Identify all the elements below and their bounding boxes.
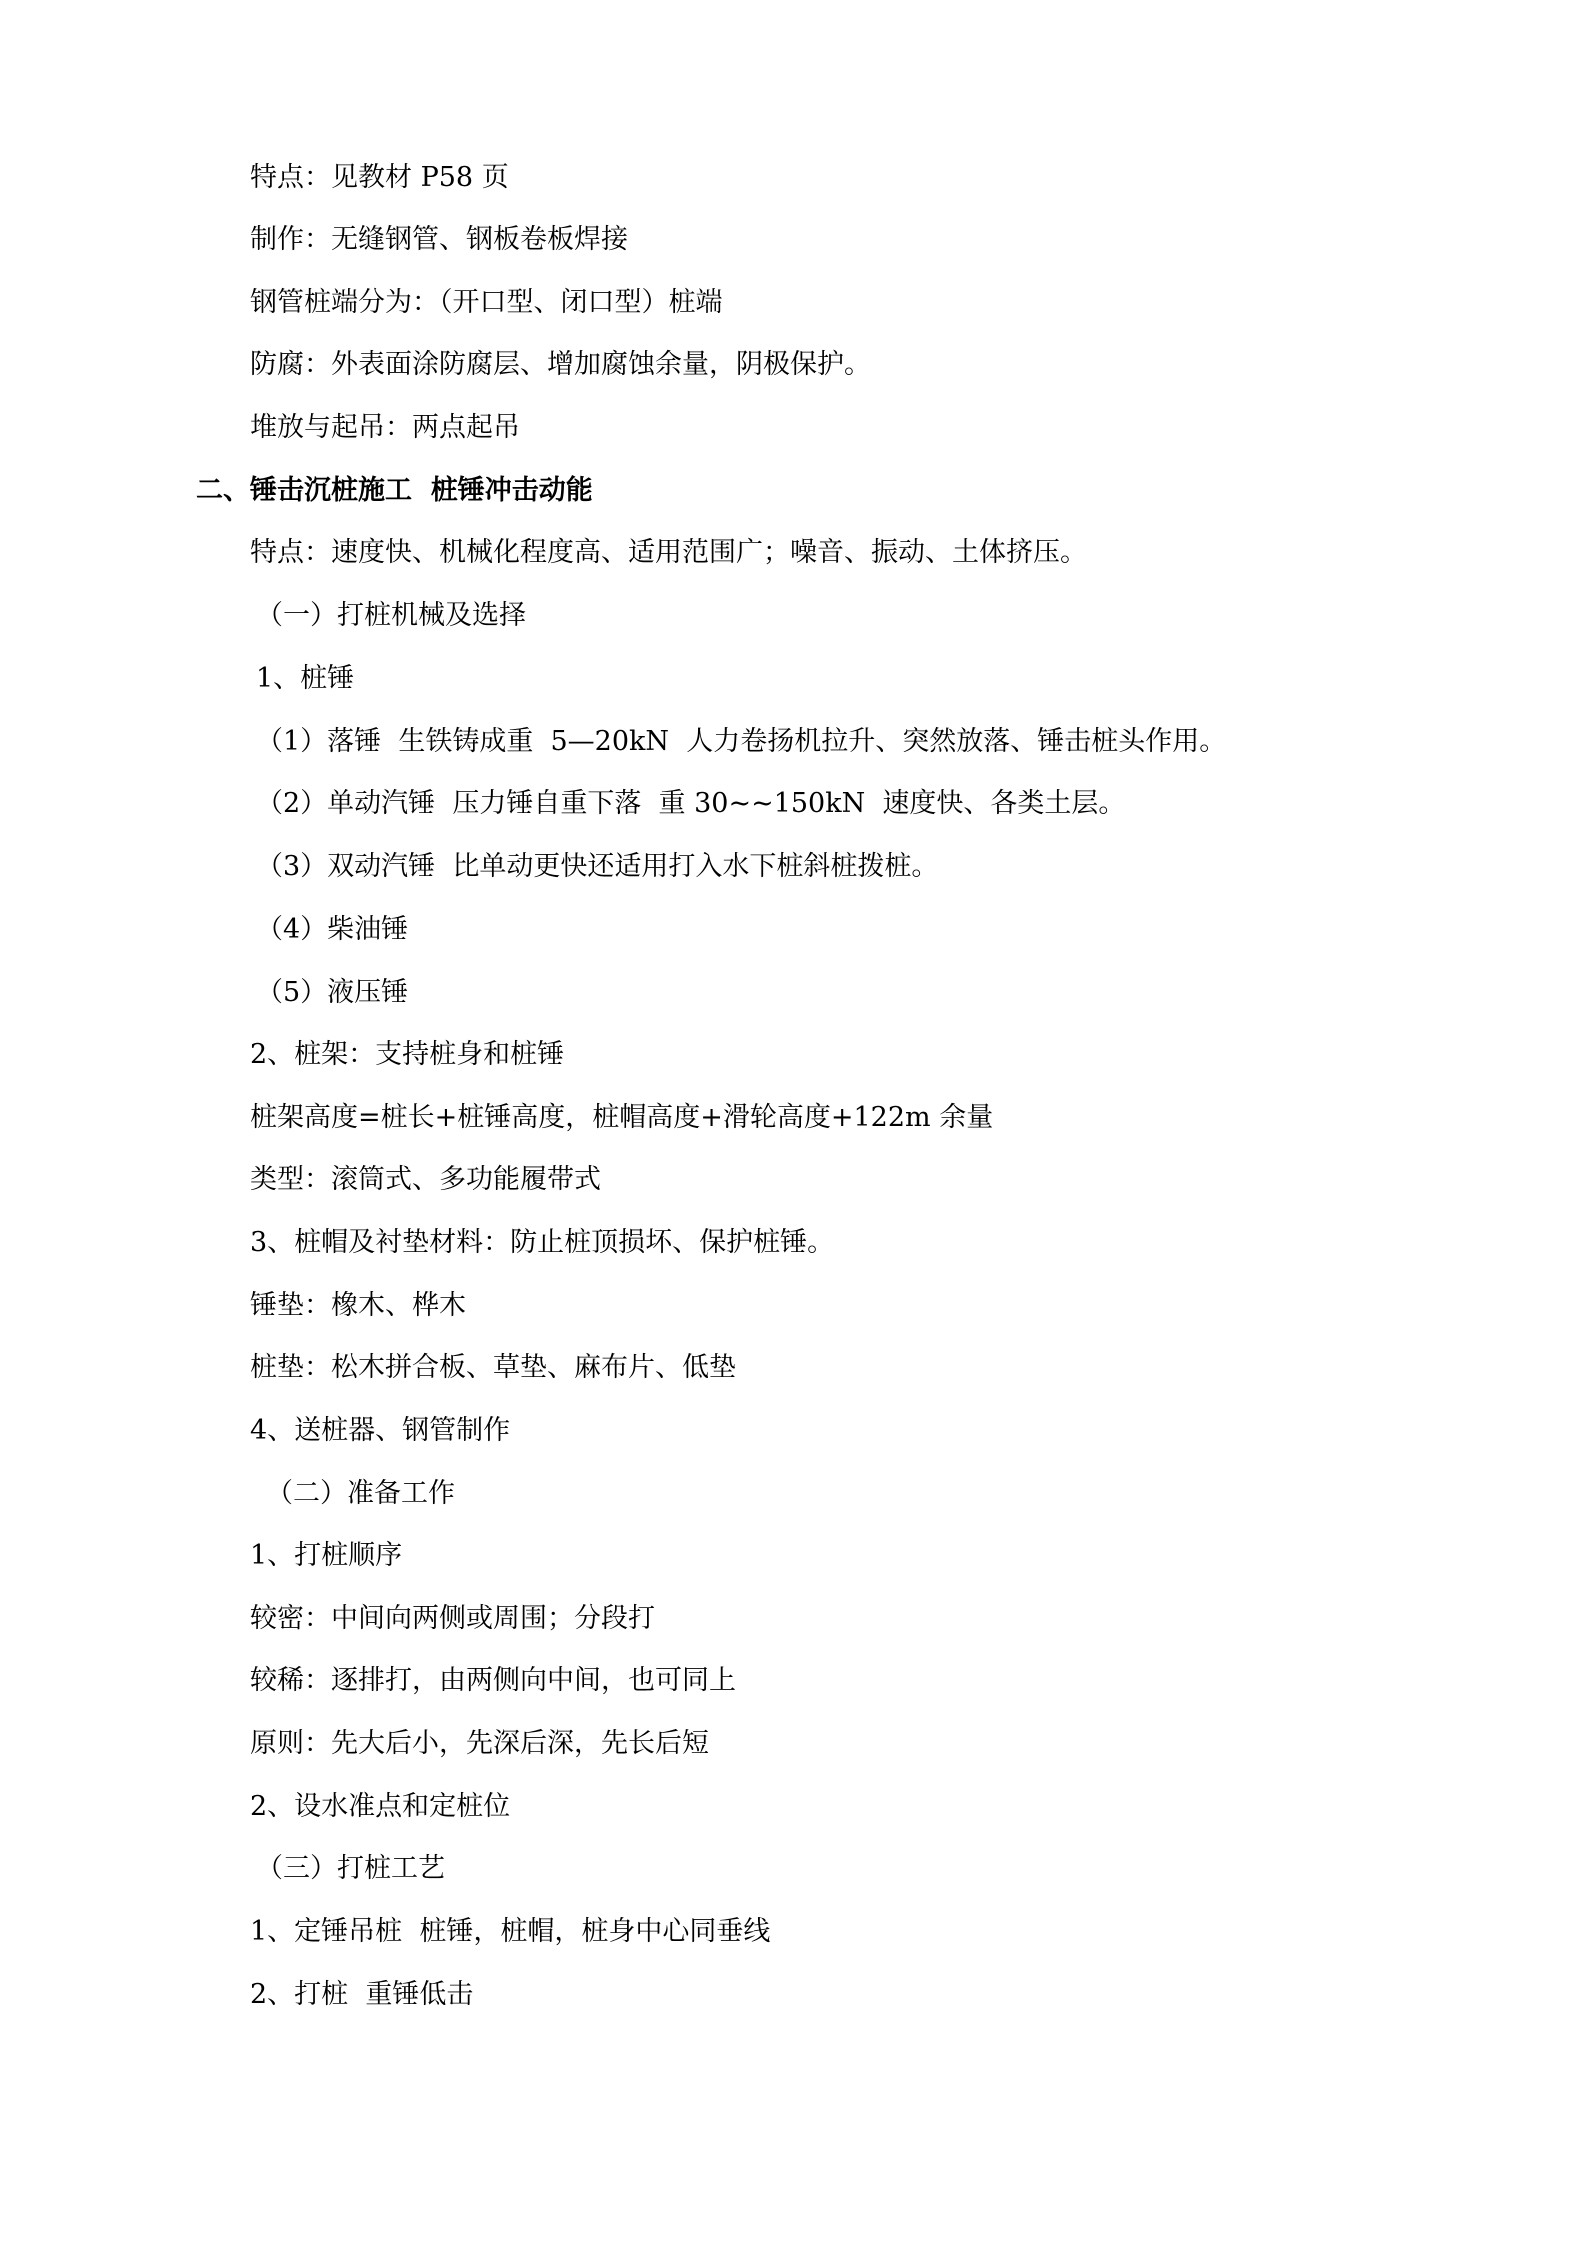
item-heading-positioning: 1、定锤吊桩 桩锤，桩帽，桩身中心同垂线 <box>250 1916 771 1947</box>
subsection-heading-driving-process: （三）打桩工艺 <box>256 1853 445 1884</box>
item-heading-benchmark: 2、设水准点和定桩位 <box>250 1791 511 1822</box>
item-heading-driving: 2、打桩 重锤低击 <box>250 1979 474 2010</box>
list-item-drop-hammer: （1）落锤 生铁铸成重 5—20kN 人力卷扬机拉升、突然放落、锤击桩头作用。 <box>256 726 1227 757</box>
text-line-fabrication: 制作：无缝钢管、钢板卷板焊接 <box>250 224 628 255</box>
list-item-single-acting-hammer: （2）单动汽锤 压力锤自重下落 重 30~~150kN 速度快、各类土层。 <box>256 788 1126 819</box>
text-line-sparse: 较稀：逐排打，由两侧向中间，也可同上 <box>250 1665 736 1696</box>
text-line-hammer-pad: 锤垫：橡木、桦木 <box>250 1290 466 1321</box>
text-line-driving-features: 特点：速度快、机械化程度高、适用范围广；噪音、振动、土体挤压。 <box>250 537 1087 568</box>
item-heading-driving-sequence: 1、打桩顺序 <box>250 1540 403 1571</box>
item-heading-pile-frame: 2、桩架：支持桩身和桩锤 <box>250 1039 565 1070</box>
text-line-dense: 较密：中间向两侧或周围；分段打 <box>250 1603 655 1634</box>
text-line-frame-types: 类型：滚筒式、多功能履带式 <box>250 1164 601 1195</box>
item-heading-follower: 4、送桩器、钢管制作 <box>250 1415 511 1446</box>
subsection-heading-preparation: （二）准备工作 <box>266 1478 455 1509</box>
text-line-principle: 原则：先大后小，先深后深，先长后短 <box>250 1728 709 1759</box>
text-line-stacking-lifting: 堆放与起吊：两点起吊 <box>250 412 520 443</box>
text-line-pile-pad: 桩垫：松木拼合板、草垫、麻布片、低垫 <box>250 1352 736 1383</box>
text-line-frame-height: 桩架高度=桩长+桩锤高度，桩帽高度+滑轮高度+122m 余量 <box>250 1102 994 1133</box>
list-item-hydraulic-hammer: （5）液压锤 <box>256 977 409 1008</box>
text-line-corrosion: 防腐：外表面涂防腐层、增加腐蚀余量，阴极保护。 <box>250 349 871 380</box>
text-line-pile-tip-types: 钢管桩端分为：（开口型、闭口型）桩端 <box>250 287 723 318</box>
text-line-features: 特点：见教材 P58 页 <box>250 162 509 193</box>
item-heading-pile-cap: 3、桩帽及衬垫材料：防止桩顶损坏、保护桩锤。 <box>250 1227 835 1258</box>
section-heading-hammer-driving: 二、锤击沉桩施工 桩锤冲击动能 <box>196 475 593 506</box>
subsection-heading-machinery: （一）打桩机械及选择 <box>256 600 526 631</box>
list-item-double-acting-hammer: （3）双动汽锤 比单动更快还适用打入水下桩斜桩拨桩。 <box>256 851 939 882</box>
item-heading-pile-hammer: 1、桩锤 <box>256 663 355 694</box>
list-item-diesel-hammer: （4）柴油锤 <box>256 914 409 945</box>
